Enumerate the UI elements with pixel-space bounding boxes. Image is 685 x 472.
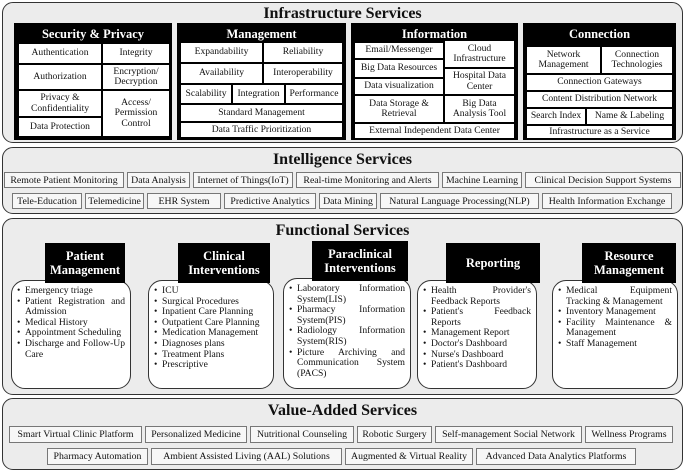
bullet: •: [154, 348, 158, 360]
hospital-data-center-cell: Hospital Data Center: [445, 69, 514, 94]
bullet: •: [154, 285, 158, 296]
list-item: [558, 339, 672, 350]
remote-patient-monitoring: Remote Patient Monitoring: [4, 172, 124, 188]
bullet: •: [17, 327, 21, 339]
integrity-cell: Integrity: [103, 44, 169, 63]
authentication-cell: Authentication: [19, 44, 101, 63]
pharmacy-automation: Pharmacy Automation: [47, 448, 148, 465]
connection-block: [523, 23, 676, 140]
bullet: •: [289, 346, 293, 358]
machine-learning: Machine Learning: [442, 172, 522, 188]
bullet: •: [17, 337, 21, 349]
wellness-programs: Wellness Programs: [585, 426, 673, 443]
telemedicine: Telemedicine: [85, 193, 144, 209]
list-item: [558, 286, 672, 307]
list-item-text: Diagnoses plans: [162, 337, 225, 349]
content-distribution-cell: Content Distribution Network: [527, 92, 672, 107]
list-item-text: Prescriptive: [162, 359, 208, 371]
value-added-title: Value-Added Services: [267, 402, 418, 419]
bullet: •: [423, 306, 427, 318]
bullet: •: [558, 306, 562, 318]
bullet: •: [423, 327, 427, 339]
list-item: [423, 307, 531, 328]
scalability-cell: Scalability: [181, 85, 231, 103]
infrastructure-section: [2, 2, 683, 143]
access-permission-cell: Access/ Permission Control: [103, 91, 169, 136]
reporting-header: Reporting: [446, 243, 540, 283]
list-item-text: Management Report: [431, 327, 510, 339]
performance-cell: Performance: [286, 85, 342, 103]
bullet: •: [154, 327, 158, 339]
iaas-cell: Infrastructure as a Service: [527, 126, 672, 138]
list-item-text: Health Provider's Feedback Reports: [431, 285, 531, 307]
bullet: •: [423, 285, 427, 296]
security-privacy-title: Security & Privacy: [41, 27, 145, 41]
resource-management-list: [558, 286, 672, 350]
list-item-text: Inventory Management: [566, 306, 656, 318]
patient-management-header: Patient Management: [45, 243, 125, 283]
list-item-text: Outpatient Care Planning: [162, 316, 260, 328]
data-mining: Data Mining: [319, 193, 377, 209]
list-item: [289, 305, 405, 326]
integration-cell: Integration: [233, 85, 284, 103]
security-privacy-block: [14, 23, 172, 140]
list-item: [423, 286, 531, 307]
bullet: •: [423, 359, 427, 371]
bullet: •: [17, 285, 21, 296]
privacy-confidentiality-cell: Privacy & Confidentiality: [19, 91, 101, 116]
list-item-text: Medical Equipment Tracking & Management: [566, 285, 672, 307]
network-management-cell: Network Management: [527, 47, 600, 73]
information-title: Information: [401, 27, 468, 41]
bullet: •: [423, 337, 427, 349]
list-item-text: Staff Management: [566, 337, 637, 349]
data-analysis: Data Analysis: [127, 172, 190, 188]
clinical-interventions-card: [148, 280, 274, 389]
connection-title: Connection: [568, 27, 631, 41]
patient-management-list: [17, 286, 125, 360]
list-item-text: ICU: [162, 285, 179, 296]
list-item-text: Patient's Dashboard: [431, 359, 508, 371]
bullet: •: [154, 306, 158, 318]
availability-cell: Availability: [181, 64, 262, 83]
data-visualization-cell: Data visualization: [355, 79, 443, 94]
bullet: •: [558, 316, 562, 328]
management-block: [177, 23, 346, 140]
big-data-analysis-cell: Big Data Analysis Tool: [445, 96, 514, 122]
list-item-text: Picture Archiving and Communication System (PACS): [297, 346, 405, 379]
bullet: •: [558, 337, 562, 349]
paraclinical-interventions-list: [289, 284, 405, 379]
big-data-resources-cell: Big Data Resources: [355, 60, 443, 77]
realtime-monitoring: Real-time Monitoring and Alerts: [296, 172, 439, 188]
interoperability-cell: Interoperability: [264, 64, 342, 83]
list-item-text: Appointment Scheduling: [25, 327, 122, 339]
name-labeling-cell: Name & Labeling: [587, 109, 672, 124]
list-item-text: Medication Management: [162, 327, 259, 339]
list-item-text: Laboratory Information System(LIS): [297, 283, 405, 305]
clinical-interventions-header: Clinical Interventions: [178, 243, 270, 283]
robotic-surgery: Robotic Surgery: [357, 426, 432, 443]
list-item-text: Inpatient Care Planning: [162, 306, 254, 318]
patient-management-card: [11, 280, 131, 389]
list-item-text: Patient's Feedback Reports: [431, 306, 531, 328]
reporting-card: [417, 280, 537, 389]
nutritional-counseling: Nutritional Counseling: [250, 426, 354, 443]
iot: Internet of Things(IoT): [193, 172, 293, 188]
authorization-cell: Authorization: [19, 65, 101, 89]
predictive-analytics: Predictive Analytics: [224, 193, 316, 209]
data-traffic-cell: Data Traffic Prioritization: [181, 123, 342, 137]
email-messenger-cell: Email/Messenger: [355, 43, 443, 58]
bullet: •: [558, 285, 562, 296]
list-item: [423, 360, 531, 371]
list-item-text: Facility Maintenance & Management: [566, 316, 672, 339]
list-item: [17, 297, 125, 318]
connection-gateways-cell: Connection Gateways: [527, 75, 672, 90]
resource-management-header: Resource Management: [582, 243, 676, 283]
reporting-list: [423, 286, 531, 371]
encryption-decryption-cell: Encryption/ Decryption: [103, 65, 169, 89]
list-item: [289, 284, 405, 305]
list-item-text: Surgical Procedures: [162, 295, 239, 307]
data-protection-cell: Data Protection: [19, 118, 101, 136]
smart-virtual-clinic: Smart Virtual Clinic Platform: [9, 426, 142, 443]
augmented-virtual-reality: Augmented & Virtual Reality: [345, 448, 473, 465]
bullet: •: [289, 283, 293, 294]
list-item: [289, 326, 405, 347]
clinical-decision-support: Clinical Decision Support Systems: [525, 172, 681, 188]
resource-management-card: [552, 280, 678, 389]
infrastructure-title: Infrastructure Services: [263, 5, 422, 22]
intelligence-title: Intelligence Services: [272, 151, 413, 168]
standard-management-cell: Standard Management: [181, 105, 342, 121]
list-item-text: Pharmacy Information System(PIS): [297, 304, 405, 326]
nlp: Natural Language Processing(NLP): [380, 193, 539, 209]
list-item-text: Patient Registration and Admission: [25, 295, 125, 318]
list-item: [17, 339, 125, 360]
list-item: [154, 360, 268, 371]
information-block: [351, 23, 518, 140]
expandability-cell: Expandability: [181, 43, 262, 62]
bullet: •: [17, 316, 21, 328]
list-item-text: Doctor's Dashboard: [431, 337, 508, 349]
bullet: •: [154, 359, 158, 371]
bullet: •: [154, 337, 158, 349]
reliability-cell: Reliability: [264, 43, 342, 62]
health-info-exchange: Health Information Exchange: [542, 193, 672, 209]
bullet: •: [423, 348, 427, 360]
list-item: [289, 348, 405, 380]
connection-technologies-cell: Connection Technologies: [602, 47, 672, 73]
list-item-text: Emergency triage: [25, 285, 93, 296]
bullet: •: [289, 304, 293, 316]
list-item-text: Radiology Information System(RIS): [297, 325, 405, 347]
advanced-data-analytics: Advanced Data Analytics Platforms: [476, 448, 636, 465]
external-data-center-cell: External Independent Data Center: [355, 124, 514, 138]
paraclinical-interventions-card: [283, 278, 411, 389]
cloud-infrastructure-cell: Cloud Infrastructure: [445, 41, 514, 67]
list-item-text: Treatment Plans: [162, 348, 225, 360]
bullet: •: [154, 295, 158, 307]
personalized-medicine: Personalized Medicine: [145, 426, 247, 443]
search-index-cell: Search Index: [527, 109, 585, 124]
self-management-network: Self-management Social Network: [435, 426, 582, 443]
clinical-interventions-list: [154, 286, 268, 371]
bullet: •: [17, 295, 21, 307]
list-item: [558, 318, 672, 339]
aal-solutions: Ambient Assisted Living (AAL) Solutions: [151, 448, 342, 465]
management-title: Management: [226, 27, 297, 41]
tele-education: Tele-Education: [12, 193, 82, 209]
bullet: •: [154, 316, 158, 328]
list-item-text: Discharge and Follow-Up Care: [25, 337, 125, 360]
functional-title: Functional Services: [275, 222, 410, 239]
data-storage-cell: Data Storage & Retrieval: [355, 96, 443, 122]
list-item-text: Medical History: [25, 316, 88, 328]
bullet: •: [289, 325, 293, 337]
ehr-system: EHR System: [147, 193, 221, 209]
paraclinical-interventions-header: Paraclinical Interventions: [312, 241, 408, 281]
list-item-text: Nurse's Dashboard: [431, 348, 504, 360]
